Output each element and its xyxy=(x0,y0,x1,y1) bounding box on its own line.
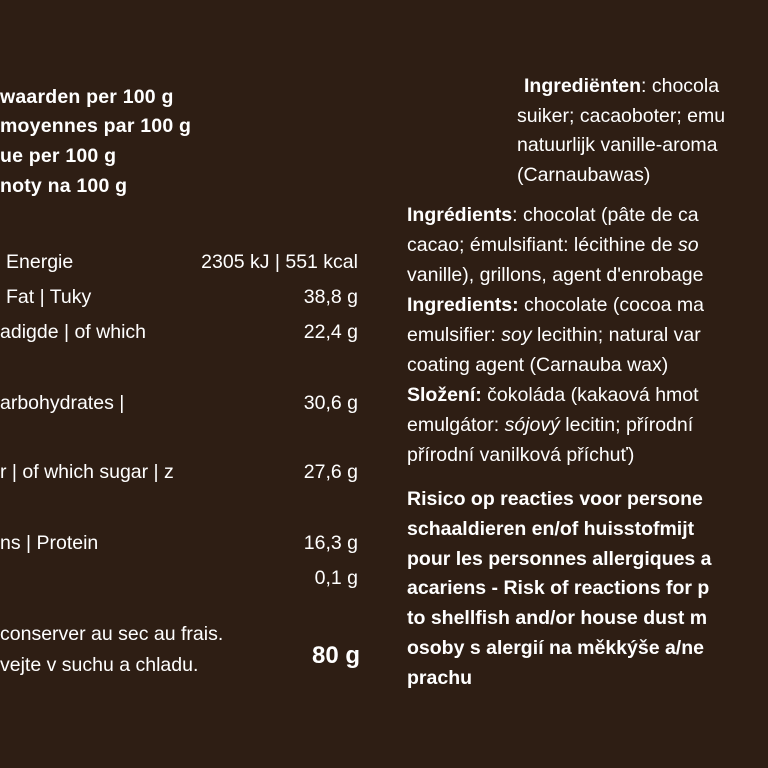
nutrition-value-carbohydrates: 30,6 g xyxy=(303,392,358,414)
nutrition-header-cz: noty na 100 g xyxy=(0,175,128,197)
nutrition-value-saturated: 22,4 g xyxy=(303,321,358,343)
allergy-warning-line: Risico op reacties voor persone xyxy=(407,488,703,510)
nutrition-label-energy: Energie xyxy=(6,251,74,273)
ingredients-cz-line2: emulgátor: sójový lecitin; přírodní xyxy=(407,414,694,436)
ingredients-nl-line3: natuurlijk vanille-aroma xyxy=(517,134,718,156)
nutrition-value-salt: 0,1 g xyxy=(314,567,358,589)
nutrition-label-fat: Fat | Tuky xyxy=(6,286,92,308)
net-weight: 80 g xyxy=(311,642,360,669)
allergy-warning-line: prachu xyxy=(407,667,473,689)
ingredients-cz-line3: přírodní vanilková příchuť) xyxy=(407,444,635,466)
nutrition-label-sugar: r | of which sugar | z xyxy=(0,461,174,483)
ingredients-fr-line3: vanille), grillons, agent d'enrobage xyxy=(407,264,704,286)
ingredients-nl-line4: (Carnaubawas) xyxy=(517,164,651,186)
nutrition-label-saturated: adigde | of which xyxy=(0,321,146,343)
nutrition-header-nl: waarden per 100 g xyxy=(0,86,174,108)
allergy-warning-line: acariens - Risk of reactions for p xyxy=(407,577,710,599)
ingredients-nl-line2: suiker; cacaoboter; emu xyxy=(517,105,726,127)
storage-text-cz: vejte v suchu a chladu. xyxy=(0,654,199,676)
ingredients-cz-line1: Složení: čokoláda (kakaová hmot xyxy=(407,384,699,406)
ingredients-fr-heading: Ingrédients xyxy=(407,204,513,226)
allergy-warning-line: schaaldieren en/of huisstofmijt xyxy=(407,518,695,540)
ingredients-nl-line1: Ingrediënten: chocola xyxy=(524,75,720,97)
ingredients-en-line3: coating agent (Carnauba wax) xyxy=(407,354,669,376)
nutrition-value-fat: 38,8 g xyxy=(303,286,358,308)
nutrition-value-protein: 16,3 g xyxy=(303,532,358,554)
ingredients-cz-heading: Složení: xyxy=(407,384,482,406)
nutrition-header-it: ue per 100 g xyxy=(0,145,117,167)
ingredients-en-heading: Ingredients: xyxy=(407,294,519,316)
ingredients-nl-heading: Ingrediënten xyxy=(524,75,642,97)
ingredients-fr-line1: Ingrédients: chocolat (pâte de ca xyxy=(407,204,699,226)
storage-text-fr: conserver au sec au frais. xyxy=(0,623,224,645)
ingredients-en-line1: Ingredients: chocolate (cocoa ma xyxy=(407,294,704,316)
nutrition-header-fr: moyennes par 100 g xyxy=(0,115,192,137)
nutrition-label-carbohydrates: arbohydrates | xyxy=(0,392,125,414)
allergy-warning-line: osoby s alergií na měkkýše a/ne xyxy=(407,637,704,659)
allergy-warning-line: to shellfish and/or house dust m xyxy=(407,607,708,629)
nutrition-label-protein: ns | Protein xyxy=(0,532,99,554)
allergy-warning-line: pour les personnes allergiques a xyxy=(407,548,712,570)
nutrition-value-energy: 2305 kJ | 551 kcal xyxy=(201,251,358,273)
ingredients-en-line2: emulsifier: soy lecithin; natural var xyxy=(407,324,701,346)
nutrition-value-sugar: 27,6 g xyxy=(303,461,358,483)
ingredients-fr-line2: cacao; émulsifiant: lécithine de so xyxy=(407,234,699,256)
